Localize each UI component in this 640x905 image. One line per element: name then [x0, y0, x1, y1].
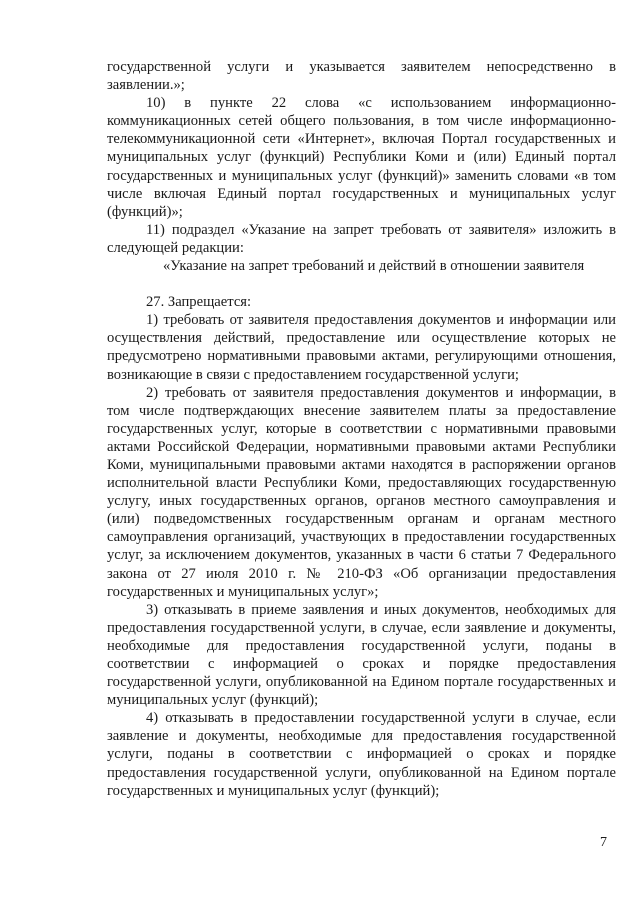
paragraph-subitem-3: 3) отказывать в приеме заявления и иных документов, необходимых для предоставления государственной услуги, в случае, если заявление и документы, необходимые для предоставления государственной услуги, поданы в соответствии с информацией о сроках и порядке предоставления государственной услуги, опубликованной на Едином портале государственных и муниципальных услуг (функций);: [107, 601, 616, 709]
paragraph-item-11: 11) подраздел «Указание на запрет требовать от заявителя» изложить в следующей редакции:: [107, 221, 616, 256]
paragraph-continuation: государственной услуги и указывается заявителем непосредственно в заявлении.»;: [107, 59, 616, 94]
page-number: 7: [600, 835, 607, 850]
subsection-heading: «Указание на запрет требований и действий в отношении заявителя: [163, 258, 585, 275]
paragraph-subitem-2: 2) требовать от заявителя предоставления документов и информации, в том числе подтверждающих внесение заявителем платы за предоставление государственных услуг, которые в соответствии с нормативными правовыми актами Российской Федерации, нормативными правовыми актами Республики Коми, муниципальными правовыми актами находятся в распоряжении органов исполнительной власти Республики Коми, предоставляющих государственную услугу, иных государственных органов, органов местного самоуправления и (или) подведомственных государственным органам и органам местного самоуправления организаций, участвующих в предоставлении государственных услуг, за исключением документов, указанных в части 6 статьи 7 Федерального закона от 27 июля 2010 г. № 210-ФЗ «Об организации предоставления государственных и муниципальных услуг»;: [107, 384, 616, 600]
paragraph-subitem-4: 4) отказывать в предоставлении государственной услуги в случае, если заявление и документы, необходимые для предоставления государственной услуги, поданы в соответствии с информацией о сроках и порядке предоставления государственной услуги, опубликованной на Едином портале государственных и муниципальных услуг (функций);: [107, 710, 616, 799]
paragraph-item-10: 10) в пункте 22 слова «с использованием информационно-коммуникационных сетей общего пользования, в том числе информационно-телекоммуникационной сети «Интернет», включая Портал государственных и муниципальных услуг (функций) Республики Коми и (или) Единый портал государственных и муниципальных услуг (функций)» заменить словами «в том числе включая Единый портал государственных и муниципальных услуг (функций)»;: [107, 95, 616, 220]
document-body: [107, 58, 616, 800]
paragraph-subitem-1: 1) требовать от заявителя предоставления документов и информации или осуществления действий, предоставление или осуществление которых не предусмотрено нормативными правовыми актами, регулирующими отношения, возникающие в связи с предоставлением государственной услуги;: [107, 312, 616, 383]
paragraph-point-27: 27. Запрещается:: [146, 294, 252, 311]
